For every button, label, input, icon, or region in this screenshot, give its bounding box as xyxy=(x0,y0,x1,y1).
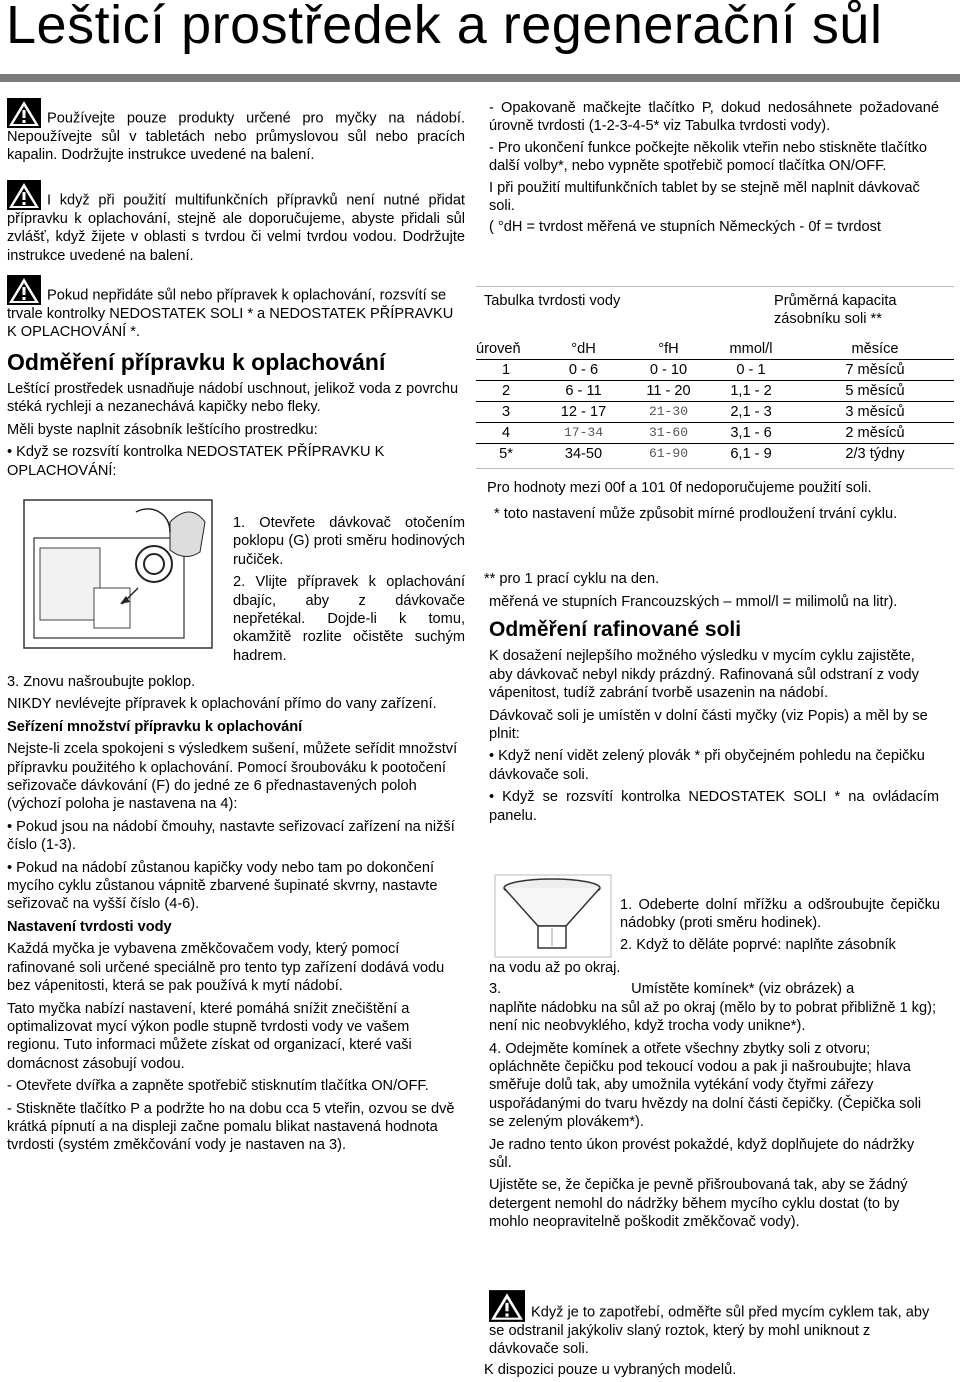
hardness-table xyxy=(476,339,954,464)
rinse-dispenser-illustration xyxy=(20,492,220,652)
footnote-wrap xyxy=(484,1361,944,1379)
right-column-top xyxy=(489,99,939,237)
salt-step-3-text: Umístěte komínek* (viz obrázek) a xyxy=(631,981,855,998)
salt-section xyxy=(489,593,939,825)
cell: 3 měsíců xyxy=(796,402,954,423)
rinse-step-2: 2. Vlijte přípravek k oplachování dbajíc, aby z dávkovače nepřetékal. Dojde-li k tomu, okamžitě rozlite očistěte suchým hadrem. xyxy=(233,574,465,664)
th-mmol: mmol/l xyxy=(706,339,796,360)
cell: 61-90 xyxy=(648,445,688,461)
hardness-paragraph-4: - Stiskněte tlačítko P a podržte ho na dobu cca 5 vteřin, ozvou se dvě krátká pípnutí a na displeji začne pomalu blikat nastavená hodnota tvrdosti (systém změkčování vody je nastaven na 3). xyxy=(7,1100,455,1154)
th-dh: °dH xyxy=(536,339,631,360)
rinse-section-2 xyxy=(7,673,465,1155)
salt-step-1: 1. Odeberte dolní mřížku a odšroubujte čepičku nádobky (proti směru hodinek). xyxy=(620,897,940,932)
th-fh: °fH xyxy=(631,339,706,360)
salt-step-2a: 2. Když to děláte poprvé: naplňte zásobník xyxy=(620,936,896,953)
cell: 1,1 - 2 xyxy=(706,381,796,402)
hardness-paragraph-1: Každá myčka je vybavena změkčovačem vody, který pomocí rafinované soli určené speciálně pro tento typ zařízení dodává vodu bez vápenitosti, která se pak používá k mytí nádobí. xyxy=(7,941,445,995)
salt-bullet-2: • Když se rozsvítí kontrolka NEDOSTATEK SOLI * na ovládacím panelu. xyxy=(489,788,939,825)
hardness-paragraph-2: Tato myčka nabízí nastavení, které pomáhá snížit znečištění a optimalizovat mycí výkon podle stupně tvrdosti vody ve vašem regionu. Tuto informaci můžete získat od organizací, které vaši domácnost zásobují vodou. xyxy=(7,1000,412,1072)
salt-step-4: 4. Odejměte komínek a otřete všechny zbytky soli z otvoru; opláchněte čepičku pod tekoucí vodou a pak ji našroubujte; hlava směřuje dolů tak, aby umožnila vytékání vody čtyřmi zářezy uspořádanými do tvaru hvězdy na dolní části čepičky. (Čepička soli se zeleným plovákem*). xyxy=(489,1040,922,1131)
cell: 12 - 17 xyxy=(536,402,631,423)
setting-paragraph: Nejste-li zcela spokojeni s výsledkem sušení, můžete seřídit množství přípravku použitého k oplachování. Pomocí šroubováku k pootočení seřizovače dávkování (F) do jedné ze 6 přednastavených poloh (výchozí poloha je nastavena na 4): xyxy=(7,741,458,813)
table-row xyxy=(476,423,954,444)
warning-icon xyxy=(7,275,41,305)
warning-icon xyxy=(7,98,41,128)
cell: 6,1 - 9 xyxy=(730,445,772,462)
hardness-paragraph-3: - Otevřete dvířka a zapněte spotřebič stisknutím tlačítka ON/OFF. xyxy=(7,1078,429,1095)
salt-funnel-illustration xyxy=(494,874,612,958)
warning-block-2 xyxy=(7,180,465,265)
salt-paragraph-2: Dávkovač soli je umístěn v dolní části myčky (viz Popis) a měl by se plnit: xyxy=(489,707,928,743)
cell: 31-60 xyxy=(631,423,706,444)
cell: 0 - 1 xyxy=(706,360,796,381)
salt-bullet-1: • Když není vidět zelený plovák * při obyčejném pohledu na čepičku dávkovače soli. xyxy=(489,747,939,784)
cell: 2 měsíců xyxy=(796,423,954,444)
salt-steps xyxy=(489,959,939,1232)
salt-step-3-num: 3. xyxy=(489,981,502,998)
table-note-3: ** pro 1 prací cyklu na den. xyxy=(484,571,660,587)
cell: 2,1 - 3 xyxy=(706,402,796,423)
subheading-rinse-setting: Seřízení množství přípravku k oplachování xyxy=(7,718,303,735)
table-row xyxy=(476,381,954,402)
cell: 0 - 6 xyxy=(536,360,631,381)
warning-icon xyxy=(7,180,41,210)
cell: 2/3 týdny xyxy=(845,445,905,462)
table-title: Tabulka tvrdosti vody xyxy=(484,293,621,309)
selected-models-note: K dispozici pouze u vybraných modelů. xyxy=(484,1362,737,1378)
rinse-section xyxy=(7,348,465,480)
cell: 1 xyxy=(476,360,536,381)
salt-paragraph-3: Je radno tento úkon provést pokaždé, když doplňujete do nádržky sůl. xyxy=(489,1136,915,1172)
right-paragraph-3: I při použití multifunkčních tablet by se stejně měl naplnit dávkovač soli. xyxy=(489,179,920,215)
page-title: Lešticí prostředek a regenerační sůl xyxy=(6,0,883,55)
hardness-table-block xyxy=(476,286,956,546)
th-months: měsíce xyxy=(796,339,954,360)
table-row xyxy=(476,360,954,381)
setting-bullet-2: • Pokud na nádobí zůstanou kapičky vody nebo tam po dokončení mycího cyklu zůstanou vápnitě zbarvené šupinaté skvrny, nastavte seřizovač na vyšší číslo (4-6). xyxy=(7,859,465,914)
rinse-bullet: • Když se rozsvítí kontrolka NEDOSTATEK PŘÍPRAVKU K OPLACHOVÁNÍ: xyxy=(7,443,465,480)
rinse-paragraph-2: Měli byste naplnit zásobník leštícího prostredku: xyxy=(7,421,318,438)
table-row xyxy=(476,402,954,423)
heading-rinse-aid: Odměření přípravku k oplachování xyxy=(7,349,386,375)
rinse-steps xyxy=(233,514,465,665)
cell: 5* xyxy=(499,445,513,462)
table-divider xyxy=(476,468,954,469)
cell: 2 xyxy=(476,381,536,402)
salt-paragraph-1: K dosažení nejlepšího možného výsledku v mycím cyklu zajistěte, aby dávkovač nebyl nikdy prázdný. Rafinovaná sůl odstraní z vody vápenitost, tudíž zabrání tvorbě usazenin na nádobí. xyxy=(489,648,919,702)
subheading-water-hardness: Nastavení tvrdosti vody xyxy=(7,918,172,935)
cell: 4 xyxy=(476,423,536,444)
salt-steps-top xyxy=(620,896,940,954)
right-paragraph-4: ( °dH = tvrdost měřená ve stupních Německých - 0f = tvrdost xyxy=(489,219,881,236)
setting-bullet-1: • Pokud jsou na nádobí čmouhy, nastavte seřizovací zařízení na nižší číslo (1-3). xyxy=(7,818,465,855)
salt-step-3-cont: naplňte nádobku na sůl až po okraj (mělo by to pobrat přibližně 1 kg); není nic neobvyklého, když trocha vody unikne*). xyxy=(489,999,936,1035)
right-paragraph-1: - Opakovaně mačkejte tlačítko P, dokud nedosáhnete požadované úrovně tvrdosti (1-2-3-4-5* viz Tabulka tvrdosti vody). xyxy=(489,100,939,135)
cell: 5 měsíců xyxy=(796,381,954,402)
th-level: úroveň xyxy=(476,339,536,360)
cell: 7 měsíců xyxy=(796,360,954,381)
left-column xyxy=(7,98,465,165)
cell: 0 - 10 xyxy=(631,360,706,381)
right-paragraph-2: - Pro ukončení funkce počkejte několik vteřin nebo stiskněte tlačítko další volby*, nebo vypněte spotřebič pomocí tlačítka ON/OFF. xyxy=(489,139,928,175)
rinse-step-3: 3. Znovu našroubujte poklop. xyxy=(7,674,196,690)
warning-block-1 xyxy=(7,98,465,165)
rinse-paragraph-1: Leštící prostředek usnadňuje nádobí uschnout, jelikož voda z povrchu stéká rychleji a nezanechává kapičky nebo fleky. xyxy=(7,381,459,416)
cell: 3,1 - 6 xyxy=(706,423,796,444)
table-note-1: Pro hodnoty mezi 00f a 101 0f nedoporučujeme použití soli. xyxy=(487,480,872,496)
warning-text-1: Používejte pouze produkty určené pro myčky na nádobí. Nepoužívejte sůl v tabletách nebo průmyslovou sůl nebo pracích kapalin. Dodržujte instrukce uvedené na balení. xyxy=(7,110,465,164)
table-header-row xyxy=(476,339,954,360)
salt-step-2b: na vodu až po okraj. xyxy=(489,960,621,976)
warning-text-2: I když při použití multifunkčních přípravků není nutné přidat přípravku k oplachování, stejně ale doporučujeme, abyste přidali sůl zvlášť, když žijete v oblasti s tvrdou či velmi tvrdou vodou. Dodržujte instrukce uvedené na balení. xyxy=(7,192,465,264)
cell: 11 - 20 xyxy=(631,381,706,402)
right-paragraph-5: měřená ve stupních Francouzských – mmol/l = milimolů na litr). xyxy=(489,594,898,610)
cell: 6 - 11 xyxy=(536,381,631,402)
never-pour-note: NIKDY nevlévejte přípravek k oplachování přímo do vany zařízení. xyxy=(7,696,437,713)
warning-text-4: Když je to zapotřebí, odměřte sůl před mycím cyklem tak, aby se odstranil jakýkoliv slaný roztok, který by mohl uniknout z dávkovače soli. xyxy=(489,1304,930,1358)
rinse-step-1: 1. Otevřete dávkovač otočením poklopu (G) proti směru hodinových ručiček. xyxy=(233,515,465,568)
cell: 17-34 xyxy=(536,423,631,444)
heading-salt: Odměření rafinované soli xyxy=(489,618,742,642)
table-note-3-wrap xyxy=(484,570,944,588)
cell: 3 xyxy=(476,402,536,423)
table-capacity-label: Průměrná kapacita zásobníku soli ** xyxy=(774,293,897,328)
salt-paragraph-4: Ujistěte se, že čepička je pevně přišroubovaná tak, aby se žádný detergent nemohl do nádržky během mycího cyklu dostat (to by mohlo neopravitelně poškodit změkčovač vody). xyxy=(489,1177,908,1231)
table-row xyxy=(476,444,954,465)
warning-text-3: Pokud nepřidáte sůl nebo přípravek k oplachování, rozsvítí se trvale kontrolky NEDOSTATEK SOLI * a NEDOSTATEK PŘÍPRAVKU K OPLACHOVÁNÍ *. xyxy=(7,287,454,341)
table-note-2: * toto nastavení může způsobit mírné prodloužení trvání cyklu. xyxy=(494,506,898,522)
warning-icon xyxy=(489,1290,525,1322)
cell: 21-30 xyxy=(631,402,706,423)
title-rule xyxy=(0,74,960,82)
warning-block-3 xyxy=(7,275,465,342)
cell: 34-50 xyxy=(564,445,603,462)
warning-block-4 xyxy=(489,1290,939,1359)
